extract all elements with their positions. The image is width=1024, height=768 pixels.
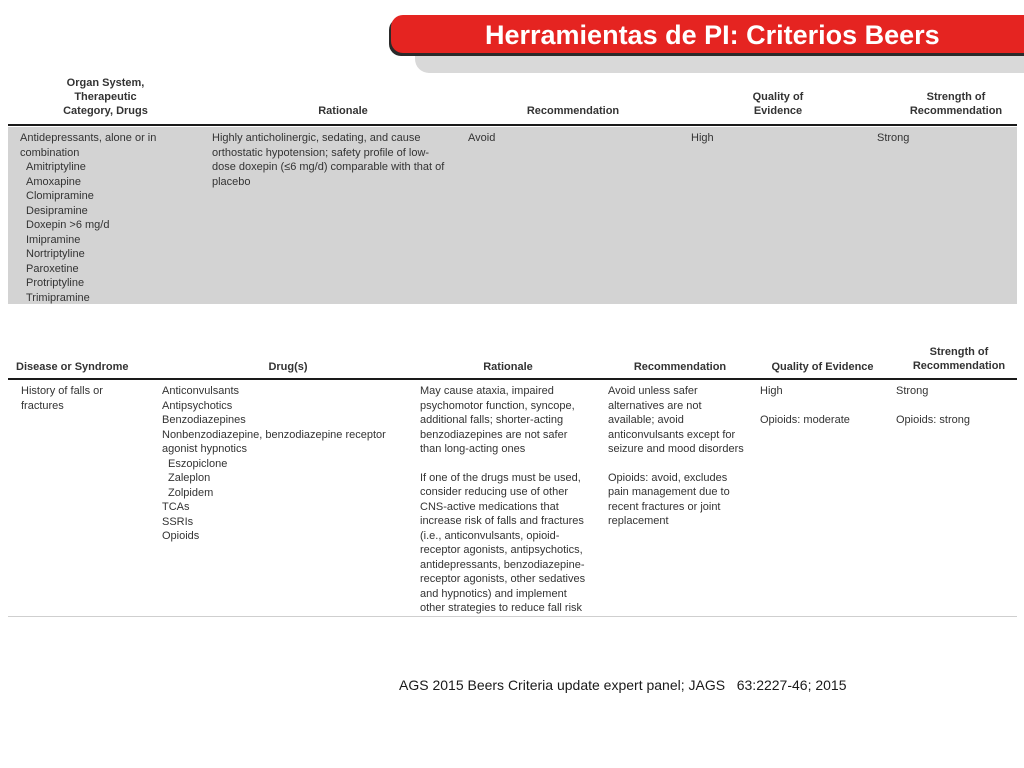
header-rule <box>8 378 1017 380</box>
rationale-line: receptor agonists, other sedatives <box>420 573 586 585</box>
strength-value: Opioids: strong <box>896 413 970 426</box>
category-line: Antidepressants, alone or in <box>20 132 157 144</box>
drug-item: SSRIs <box>162 515 194 528</box>
recommendation-line: pain management due to <box>608 486 730 498</box>
header-line: Strength of <box>926 91 986 103</box>
header-rationale: Rationale <box>483 361 533 373</box>
drug-item: Nortriptyline <box>26 248 85 260</box>
rationale-paragraph <box>420 384 608 457</box>
rationale-line: consider reducing use of other <box>420 486 568 498</box>
header-disease-or-syndrome: Disease or Syndrome <box>16 361 129 373</box>
recommendation-line: seizure and mood disorders <box>608 443 744 455</box>
quality-value: Opioids: moderate <box>760 413 850 426</box>
recommendation-paragraph <box>608 384 758 457</box>
drug-item: Doxepin >6 mg/d <box>26 219 110 231</box>
header-line: Strength of <box>929 346 989 358</box>
recommendation-line: available; avoid <box>608 414 684 426</box>
drug-item: Amoxapine <box>26 175 82 188</box>
rationale-line: psychomotor function, syncope, <box>420 399 575 412</box>
drug-item: Eszopiclone <box>168 457 228 470</box>
drug-item: Desipramine <box>26 204 88 217</box>
header-organ-system <box>48 76 163 118</box>
header-recommendation: Recommendation <box>526 105 620 117</box>
rationale-line: antidepressants, benzodiazepine- <box>420 558 585 571</box>
header-line: Recommendation <box>912 360 1006 372</box>
drug-list <box>20 160 210 305</box>
drug-item: Clomipramine <box>26 190 94 202</box>
rationale-line: increase risk of falls and fractures <box>420 515 584 527</box>
recommendation-line: recent fractures or joint <box>608 500 721 513</box>
strength-cell: Strong <box>877 132 910 144</box>
hypnotic-list <box>162 457 412 501</box>
drugs-cell <box>162 384 412 544</box>
rationale-line: additional falls; shorter-acting <box>420 414 564 426</box>
recommendation-cell: Avoid <box>468 132 496 144</box>
drug-item: Benzodiazepines <box>162 414 246 426</box>
header-recommendation: Recommendation <box>633 361 727 373</box>
table-bottom-rule <box>8 616 1017 617</box>
rationale-line: May cause ataxia, impaired <box>420 385 554 397</box>
header-strength-of-recommendation <box>896 90 1016 118</box>
rationale-line: If one of the drugs must be used, <box>420 471 581 484</box>
slide-title: Herramientas de PI: Criterios Beers <box>485 20 940 50</box>
header-quality-of-evidence: Quality of Evidence <box>771 361 874 373</box>
drug-item: Imipramine <box>26 233 81 246</box>
disease-line: fractures <box>21 399 64 412</box>
rationale-line: than long-acting ones <box>420 443 526 455</box>
rationale-cell <box>212 131 472 189</box>
recommendation-line: Avoid unless safer <box>608 385 698 397</box>
rationale-line: other strategies to reduce fall risk <box>420 602 583 614</box>
header-line: Organ System, <box>66 77 145 89</box>
rationale-line: benzodiazepines are not safer <box>420 428 568 441</box>
rationale-line: CNS-active medications that <box>420 500 559 513</box>
strength-value: Strong <box>896 385 929 397</box>
drug-item: Amitriptyline <box>26 161 86 173</box>
recommendation-paragraph <box>608 471 758 529</box>
rationale-line: receptor agonists, antipsychotics, <box>420 544 583 556</box>
quality-cell: High <box>691 132 714 144</box>
falls-criteria-table <box>8 340 1017 620</box>
citation: AGS 2015 Beers Criteria update expert panel; JAGS 63:2227-46; 2015 <box>399 677 847 693</box>
header-line: Quality of <box>752 91 804 103</box>
category-cell <box>20 131 210 305</box>
strength-cell <box>896 384 1016 427</box>
drug-item: Zolpidem <box>168 486 214 499</box>
quality-value: High <box>760 385 783 397</box>
recommendation-line: anticonvulsants except for <box>608 428 736 441</box>
disease-line: History of falls or <box>21 385 103 397</box>
drug-item: agonist hypnotics <box>162 443 247 455</box>
header-strength-of-recommendation <box>901 345 1017 373</box>
header-quality-of-evidence <box>728 90 828 118</box>
drug-item: Nonbenzodiazepine, benzodiazepine receptor <box>162 428 386 441</box>
header-line: Therapeutic <box>74 91 137 103</box>
recommendation-line: alternatives are not <box>608 399 702 412</box>
rationale-line: and hypnotics) and implement <box>420 587 567 600</box>
category-line: combination <box>20 146 80 159</box>
recommendation-line: Opioids: avoid, excludes <box>608 471 728 484</box>
rationale-line: (i.e., anticonvulsants, opioid- <box>420 529 560 542</box>
header-rationale: Rationale <box>318 105 368 117</box>
drug-item: Opioids <box>162 530 200 542</box>
rationale-cell <box>420 384 608 616</box>
recommendation-line: replacement <box>608 515 669 527</box>
drug-item: Anticonvulsants <box>162 385 240 397</box>
rationale-line: dose doxepin (≤6 mg/d) comparable with that of <box>212 161 445 173</box>
header-line: Evidence <box>753 105 803 117</box>
rationale-line: Highly anticholinergic, sedating, and cause <box>212 132 421 144</box>
drug-item: TCAs <box>162 501 190 513</box>
drug-item: Paroxetine <box>26 262 79 275</box>
rationale-line: orthostatic hypotension; safety profile of low- <box>212 146 430 159</box>
rationale-paragraph <box>420 471 608 616</box>
disease-cell <box>21 384 161 413</box>
header-drugs: Drug(s) <box>268 361 308 373</box>
header-line: Category, Drugs <box>63 105 148 117</box>
drug-item: Protriptyline <box>26 277 85 289</box>
header-line: Recommendation <box>909 105 1003 117</box>
quality-cell <box>760 384 890 427</box>
header-rule <box>8 124 1017 126</box>
drug-item: Antipsychotics <box>162 399 233 412</box>
recommendation-cell <box>608 384 758 529</box>
antidepressant-criteria-table <box>8 72 1017 307</box>
drug-item: Zaleplon <box>168 472 211 484</box>
rationale-line: placebo <box>212 175 251 188</box>
drug-item: Trimipramine <box>26 291 90 304</box>
